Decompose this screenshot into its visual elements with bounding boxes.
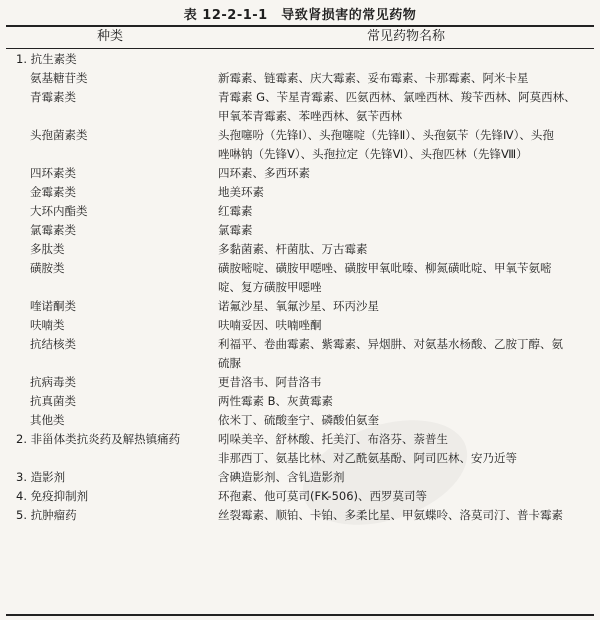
table-row — [0, 240, 600, 259]
drug-names — [218, 297, 590, 316]
drug-names-line: 多黏菌素、杆菌肽、万古霉素 — [218, 242, 368, 256]
drug-category: 1. 抗生素类 — [16, 52, 77, 66]
drug-category: 抗结核类 — [30, 337, 76, 351]
drug-names-line: 利福平、卷曲霉素、紫霉素、异烟肼、对氨基水杨酸、乙胺丁醇、氨 — [218, 337, 563, 351]
drug-category: 抗真菌类 — [30, 394, 76, 408]
drug-names-line: 吲哚美辛、舒林酸、托美汀、布洛芬、萘普生 — [218, 432, 448, 446]
drug-names — [218, 487, 590, 506]
drug-category: 氯霉素类 — [30, 223, 76, 237]
drug-names-line: 唑啉钠（先锋Ⅴ）、头孢拉定（先锋Ⅵ）、头孢匹林（先锋Ⅷ） — [218, 147, 528, 161]
drug-names-line: 地美环素 — [218, 185, 264, 199]
drug-names — [218, 411, 590, 430]
table-row — [0, 126, 600, 164]
drug-category: 呋喃类 — [30, 318, 65, 332]
table-row — [0, 202, 600, 221]
drug-names-line: 呋喃妥因、呋喃唑酮 — [218, 318, 322, 332]
drug-names-line: 环孢素、他可莫司(FK-506)、西罗莫司等 — [218, 489, 428, 503]
drug-names — [218, 430, 590, 468]
drug-names — [218, 506, 590, 525]
drug-names-line: 青霉素 G、苄星青霉素、匹氨西林、氯唑西林、羧苄西林、阿莫西林、 — [218, 90, 576, 104]
drug-names — [218, 392, 590, 411]
drug-names-line: 红霉素 — [218, 204, 253, 218]
drug-names — [218, 221, 590, 240]
table-row — [0, 221, 600, 240]
table-row — [0, 164, 600, 183]
drug-names — [218, 259, 590, 297]
table-row — [0, 259, 600, 297]
drug-names — [218, 373, 590, 392]
table-bottom-rule — [6, 614, 594, 616]
table-row — [0, 69, 600, 88]
drug-names — [218, 69, 590, 88]
drug-names-line: 新霉素、链霉素、庆大霉素、妥布霉素、卡那霉素、阿米卡星 — [218, 71, 529, 85]
drug-names — [218, 183, 590, 202]
column-header-category: 种类 — [96, 29, 123, 44]
drug-names-line: 非那西丁、氨基比林、对乙酰氨基酚、阿司匹林、安乃近等 — [218, 451, 517, 465]
table-row — [0, 487, 600, 506]
table-row — [0, 50, 600, 69]
table-row — [0, 183, 600, 202]
table-row — [0, 392, 600, 411]
drug-category: 多肽类 — [30, 242, 65, 256]
drug-names-line: 丝裂霉素、顺铂、卡铂、多柔比星、甲氨蝶呤、洛莫司汀、普卡霉素 — [218, 508, 563, 522]
table-row — [0, 88, 600, 126]
drug-names — [218, 468, 590, 487]
drug-names — [218, 88, 590, 126]
drug-names-line: 依米丁、硫酸奎宁、磷酸伯氨奎 — [218, 413, 379, 427]
drug-names — [218, 126, 590, 164]
drug-category: 其他类 — [30, 413, 65, 427]
drug-names-line: 啶、复方磺胺甲噁唑 — [218, 280, 322, 294]
drug-names-line: 甲氧苯青霉素、苯唑西林、氨苄西林 — [218, 109, 402, 123]
drug-category: 喹诺酮类 — [30, 299, 76, 313]
drug-names-line: 氯霉素 — [218, 223, 253, 237]
drug-category: 3. 造影剂 — [16, 470, 66, 484]
drug-names-line: 头孢噻吩（先锋Ⅰ）、头孢噻啶（先锋Ⅱ）、头孢氨苄（先锋Ⅳ）、头孢 — [218, 128, 554, 142]
drug-names-line: 两性霉素 B、灰黄霉素 — [218, 394, 334, 408]
drug-category: 金霉素类 — [30, 185, 76, 199]
drug-category: 磺胺类 — [30, 261, 65, 275]
drug-category: 5. 抗肿瘤药 — [16, 508, 77, 522]
table-title: 表 12-2-1-1 导致肾损害的常见药物 — [183, 8, 417, 23]
drug-names — [218, 202, 590, 221]
drug-category: 抗病毒类 — [30, 375, 76, 389]
table-row — [0, 373, 600, 392]
drug-category: 青霉素类 — [30, 90, 76, 104]
drug-names — [218, 240, 590, 259]
drug-names-line: 硫脲 — [218, 356, 241, 370]
drug-names-line: 磺胺嘧啶、磺胺甲噁唑、磺胺甲氧吡嗪、柳氮磺吡啶、甲氧苄氨嘧 — [218, 261, 552, 275]
drug-names-line: 更昔洛韦、阿昔洛韦 — [218, 375, 322, 389]
drug-names-line: 含碘造影剂、含钆造影剂 — [218, 470, 345, 484]
table-row — [0, 316, 600, 335]
table-row — [0, 468, 600, 487]
drug-category: 大环内酯类 — [30, 204, 88, 218]
table-row — [0, 335, 600, 373]
table-row — [0, 430, 600, 468]
drug-category: 氨基糖苷类 — [30, 71, 88, 85]
drug-category: 2. 非甾体类抗炎药及解热镇痛药 — [16, 432, 181, 446]
column-header-drugs: 常见药物名称 — [366, 29, 445, 44]
drug-names — [218, 335, 590, 373]
drug-category: 4. 免疫抑制剂 — [16, 489, 89, 503]
table-row — [0, 297, 600, 316]
drug-names-line: 四环素、多西环素 — [218, 166, 310, 180]
table-body — [0, 50, 600, 525]
table-row — [0, 506, 600, 525]
drug-category: 四环素类 — [30, 166, 76, 180]
drug-names-line: 诺氟沙星、氧氟沙星、环丙沙星 — [218, 299, 379, 313]
table-header-rule — [6, 48, 594, 49]
drug-names — [218, 316, 590, 335]
table-row — [0, 411, 600, 430]
drug-names — [218, 164, 590, 183]
drug-category: 头孢菌素类 — [30, 128, 88, 142]
drug-names — [218, 50, 590, 69]
